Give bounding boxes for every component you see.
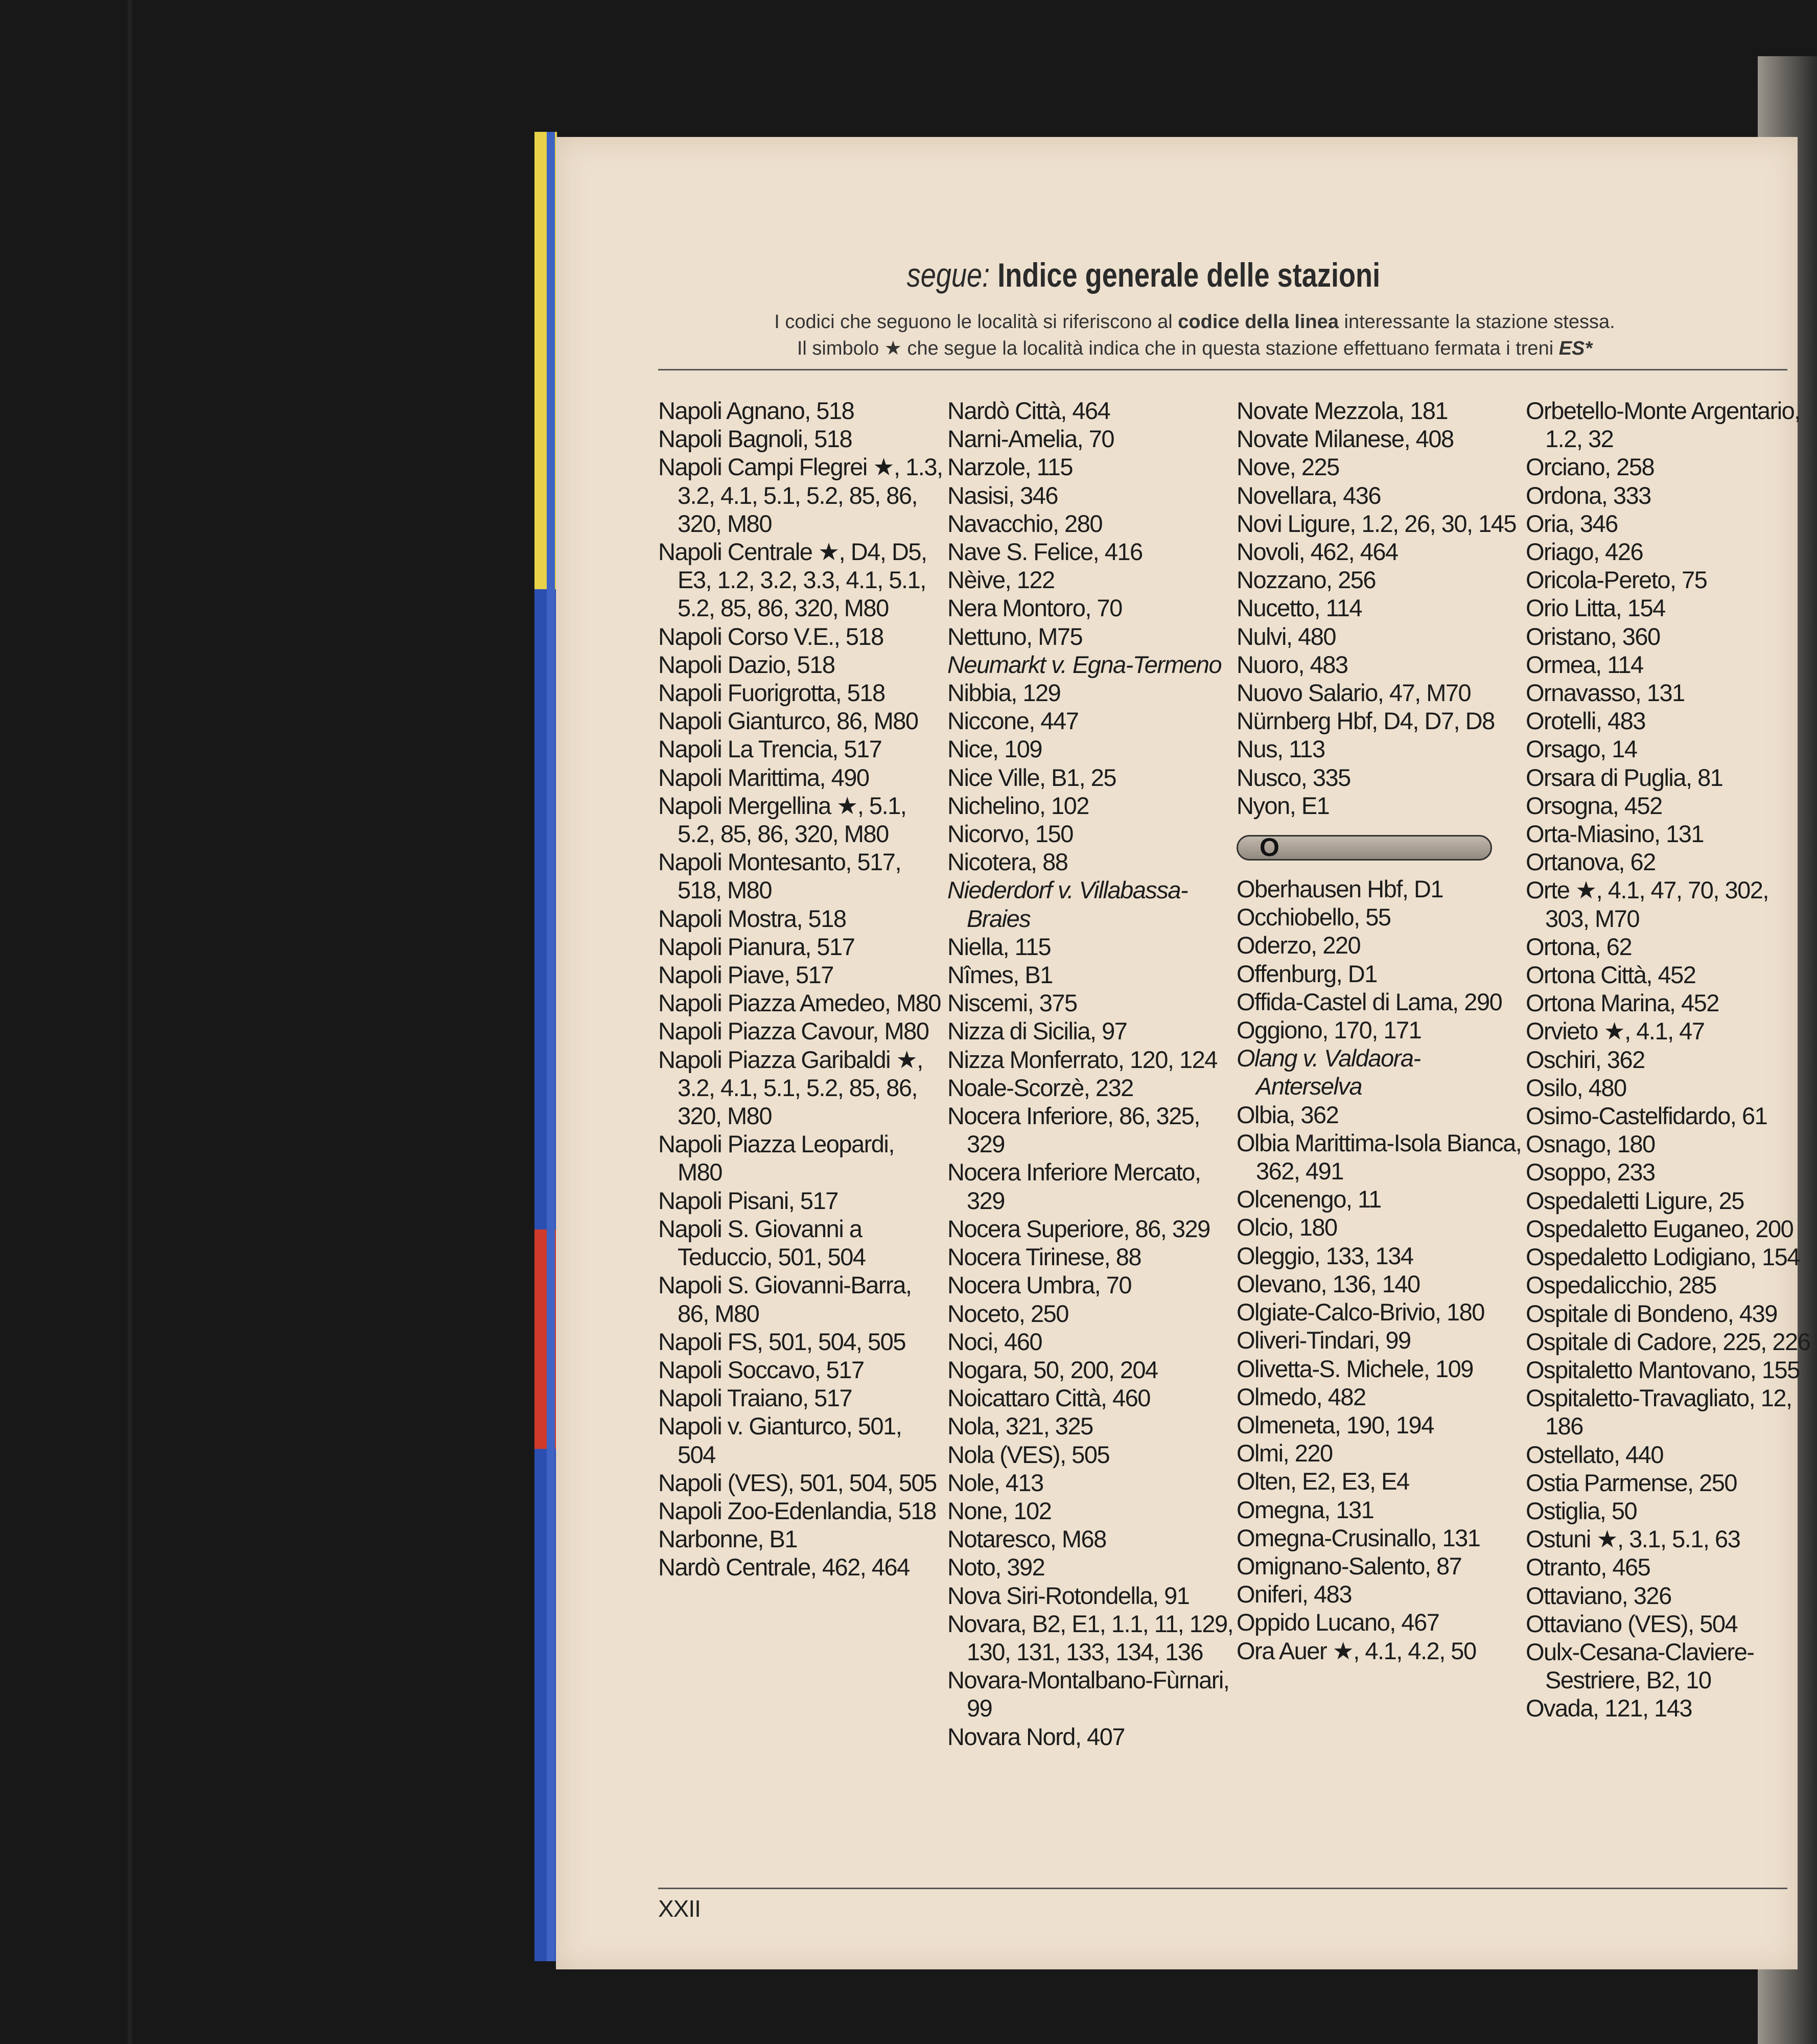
station-entry: Orte ★, 4.1, 47, 70, 302, 303, M70 bbox=[1526, 876, 1768, 932]
station-entry: Napoli Montesanto, 517, 518, M80 bbox=[658, 848, 901, 904]
station-entry: Novate Milanese, 408 bbox=[1237, 425, 1454, 453]
station-entry: Oristano, 360 bbox=[1526, 622, 1660, 650]
station-entry: Ospedalicchio, 285 bbox=[1526, 1271, 1716, 1299]
station-entry: Nice Ville, B1, 25 bbox=[947, 763, 1116, 791]
station-entry: Ospitaletto-Travagliato, 12, 186 bbox=[1526, 1384, 1792, 1440]
station-entry: Oniferi, 483 bbox=[1237, 1581, 1352, 1608]
station-entry: Otranto, 465 bbox=[1526, 1553, 1650, 1581]
station-entry: Noci, 460 bbox=[947, 1328, 1042, 1355]
station-cross-reference: Olang v. Valdaora-Anterselva bbox=[1237, 1044, 1420, 1100]
intro-line-1 bbox=[658, 309, 1731, 335]
station-entry: Nocera Umbra, 70 bbox=[947, 1271, 1131, 1299]
station-entry: Oderzo, 220 bbox=[1237, 932, 1361, 959]
station-entry: Olmeneta, 190, 194 bbox=[1237, 1411, 1434, 1438]
station-entry: Napoli (VES), 501, 504, 505 bbox=[658, 1469, 937, 1496]
station-entry: Nera Montoro, 70 bbox=[947, 594, 1122, 622]
station-entry: Nuovo Salario, 47, M70 bbox=[1237, 679, 1471, 707]
station-entry: Ostiglia, 50 bbox=[1526, 1497, 1637, 1524]
station-entry: Napoli Piazza Cavour, M80 bbox=[658, 1017, 929, 1045]
station-entry: Napoli Piazza Leopardi, M80 bbox=[658, 1130, 894, 1186]
station-entry: Ostia Parmense, 250 bbox=[1526, 1469, 1737, 1496]
station-entry: Napoli Fuorigrotta, 518 bbox=[658, 679, 885, 707]
station-entry: Nocera Superiore, 86, 329 bbox=[947, 1215, 1210, 1242]
station-entry: Olmedo, 482 bbox=[1237, 1383, 1366, 1410]
station-entry: Oberhausen Hbf, D1 bbox=[1237, 875, 1443, 903]
station-entry: Narbonne, B1 bbox=[658, 1525, 798, 1553]
station-entry: Osimo-Castelfidardo, 61 bbox=[1526, 1102, 1767, 1130]
station-entry: Nuoro, 483 bbox=[1237, 651, 1348, 678]
station-entry: Noale-Scorzè, 232 bbox=[947, 1074, 1133, 1101]
station-entry: Nole, 413 bbox=[947, 1469, 1043, 1496]
station-entry: Niscemi, 375 bbox=[947, 989, 1077, 1017]
index-column-4 bbox=[1526, 397, 1812, 1723]
station-entry: Ottaviano (VES), 504 bbox=[1526, 1610, 1738, 1637]
es-train-mark: ES* bbox=[1558, 338, 1593, 359]
station-entry: None, 102 bbox=[947, 1497, 1052, 1524]
station-entry: Novara Nord, 407 bbox=[947, 1723, 1125, 1750]
station-entry: Nocera Inferiore Mercato, 329 bbox=[947, 1158, 1201, 1214]
station-entry: Olbia, 362 bbox=[1237, 1101, 1339, 1128]
station-entry: Nice, 109 bbox=[947, 735, 1042, 763]
station-entry: Novellara, 436 bbox=[1237, 481, 1381, 509]
station-entry: Napoli Dazio, 518 bbox=[658, 651, 835, 678]
station-entry: Orotelli, 483 bbox=[1526, 707, 1645, 735]
station-entry: Novara-Montalbano-Fùrnari, 99 bbox=[947, 1666, 1229, 1722]
station-entry: Narni-Amelia, 70 bbox=[947, 425, 1114, 453]
station-entry: Orsara di Puglia, 81 bbox=[1526, 763, 1723, 791]
station-entry: Ospedaletto Euganeo, 200 bbox=[1526, 1215, 1793, 1242]
station-entry: Nusco, 335 bbox=[1237, 763, 1350, 791]
station-entry: Napoli FS, 501, 504, 505 bbox=[658, 1328, 905, 1355]
station-entry: Olmi, 220 bbox=[1237, 1439, 1333, 1467]
station-entry: Osoppo, 233 bbox=[1526, 1158, 1655, 1186]
station-entry: Napoli Piave, 517 bbox=[658, 961, 833, 989]
station-entry: Ospedaletto Lodigiano, 154 bbox=[1526, 1243, 1800, 1271]
station-entry: Napoli Mostra, 518 bbox=[658, 904, 846, 932]
station-entry: Osnago, 180 bbox=[1526, 1130, 1655, 1158]
station-entry: Occhiobello, 55 bbox=[1237, 903, 1391, 931]
station-entry: Niella, 115 bbox=[947, 933, 1051, 960]
station-entry: Napoli Centrale ★, D4, D5, E3, 1.2, 3.2, 3.3, 4.1, 5.1, 5.2, 85, 86, 320, M80 bbox=[658, 538, 927, 622]
station-entry: Novoli, 462, 464 bbox=[1237, 538, 1398, 566]
background-stripe bbox=[128, 0, 132, 2044]
intro-line-1-bold: codice della linea bbox=[1178, 311, 1339, 333]
station-entry: Olevano, 136, 140 bbox=[1237, 1270, 1420, 1297]
station-entry: Oriago, 426 bbox=[1526, 538, 1643, 566]
station-entry: Napoli La Trencia, 517 bbox=[658, 735, 882, 763]
station-entry: Omegna-Crusinallo, 131 bbox=[1237, 1524, 1480, 1551]
station-entry: Ortona Marina, 452 bbox=[1526, 989, 1719, 1017]
station-entry: Orsogna, 452 bbox=[1526, 792, 1662, 819]
station-entry: Olivetta-S. Michele, 109 bbox=[1237, 1355, 1473, 1382]
station-entry: Olcenengo, 11 bbox=[1237, 1186, 1381, 1213]
station-entry: Ordona, 333 bbox=[1526, 481, 1651, 509]
station-entry: Napoli Traiano, 517 bbox=[658, 1384, 852, 1412]
station-entry: Napoli Campi Flegrei ★, 1.3, 3.2, 4.1, 5.1, 5.2, 85, 86, 320, M80 bbox=[658, 453, 943, 537]
station-entry: Ornavasso, 131 bbox=[1526, 679, 1685, 707]
station-index bbox=[658, 397, 1813, 1889]
station-entry: Nove, 225 bbox=[1237, 453, 1339, 481]
station-entry: Nola (VES), 505 bbox=[947, 1441, 1110, 1468]
station-entry: Napoli Pianura, 517 bbox=[658, 933, 855, 960]
page-number: XXII bbox=[658, 1895, 701, 1922]
station-entry: Oppido Lucano, 467 bbox=[1237, 1609, 1439, 1636]
station-entry: Nocera Tirinese, 88 bbox=[947, 1243, 1142, 1271]
index-column-2 bbox=[947, 397, 1233, 1751]
station-entry: Nicorvo, 150 bbox=[947, 820, 1073, 848]
book-binding-inner bbox=[547, 132, 555, 1961]
station-entry: Oricola-Pereto, 75 bbox=[1526, 566, 1707, 594]
station-entry: Nizza di Sicilia, 97 bbox=[947, 1017, 1127, 1045]
station-entry: Ovada, 121, 143 bbox=[1526, 1694, 1692, 1722]
station-entry: Napoli Piazza Amedeo, M80 bbox=[658, 989, 941, 1017]
station-entry: Ospitale di Bondeno, 439 bbox=[1526, 1299, 1777, 1327]
intro-line-1-c: interessante la stazione stessa. bbox=[1338, 311, 1615, 333]
station-entry: Nibbia, 129 bbox=[947, 679, 1061, 707]
station-cross-reference: Neumarkt v. Egna-Termeno bbox=[947, 651, 1222, 678]
station-entry: Navacchio, 280 bbox=[947, 509, 1102, 537]
station-entry: Nocera Inferiore, 86, 325, 329 bbox=[947, 1102, 1200, 1158]
station-entry: Napoli Soccavo, 517 bbox=[658, 1356, 864, 1383]
intro-text bbox=[658, 309, 1731, 362]
header-rule bbox=[658, 369, 1787, 370]
station-entry: Nardò Centrale, 462, 464 bbox=[658, 1553, 910, 1581]
station-entry: Napoli Bagnoli, 518 bbox=[658, 425, 852, 453]
station-entry: Nova Siri-Rotondella, 91 bbox=[947, 1582, 1190, 1609]
station-entry: Napoli Piazza Garibaldi ★, 3.2, 4.1, 5.1, 5.2, 85, 86, 320, M80 bbox=[658, 1046, 923, 1130]
intro-line-1-a: I codici che seguono le località si riferiscono al bbox=[774, 311, 1178, 333]
station-entry: Ospitaletto Mantovano, 155 bbox=[1526, 1356, 1800, 1383]
station-entry: Orsago, 14 bbox=[1526, 735, 1637, 763]
station-entry: Napoli v. Gianturco, 501, 504 bbox=[658, 1412, 902, 1468]
station-entry: Napoli Pisani, 517 bbox=[658, 1187, 838, 1214]
book-page bbox=[556, 137, 1810, 1969]
station-entry: Noicattaro Città, 460 bbox=[947, 1384, 1150, 1412]
station-entry: Noto, 392 bbox=[947, 1553, 1045, 1581]
station-entry: Napoli Marittima, 490 bbox=[658, 763, 869, 791]
station-entry: Oschiri, 362 bbox=[1526, 1046, 1645, 1073]
station-entry: Napoli Corso V.E., 518 bbox=[658, 622, 883, 650]
station-entry: Nardò Città, 464 bbox=[947, 397, 1110, 424]
station-entry: Novara, B2, E1, 1.1, 11, 129, 130, 131, 133, 134, 136 bbox=[947, 1610, 1233, 1665]
station-entry: Olten, E2, E3, E4 bbox=[1237, 1468, 1409, 1495]
station-entry: Orbetello-Monte Argentario, 1.2, 32 bbox=[1526, 397, 1800, 453]
station-entry: Napoli Mergellina ★, 5.1, 5.2, 85, 86, 320, M80 bbox=[658, 792, 906, 848]
station-entry: Olcio, 180 bbox=[1237, 1214, 1337, 1241]
station-entry: Nucetto, 114 bbox=[1237, 594, 1362, 622]
footer-rule bbox=[658, 1888, 1787, 1889]
station-entry: Nèive, 122 bbox=[947, 566, 1055, 594]
station-entry: Novate Mezzola, 181 bbox=[1237, 397, 1448, 424]
station-entry: Ottaviano, 326 bbox=[1526, 1582, 1671, 1609]
station-entry: Nichelino, 102 bbox=[947, 792, 1089, 819]
station-entry: Nizza Monferrato, 120, 124 bbox=[947, 1046, 1217, 1073]
station-entry: Nave S. Felice, 416 bbox=[947, 538, 1143, 566]
station-entry: Nettuno, M75 bbox=[947, 622, 1083, 650]
station-entry: Omignano-Salento, 87 bbox=[1237, 1552, 1462, 1580]
station-entry: Orio Litta, 154 bbox=[1526, 594, 1665, 622]
station-entry: Nulvi, 480 bbox=[1237, 622, 1336, 650]
station-entry: Nasisi, 346 bbox=[947, 481, 1058, 509]
station-entry: Ospedaletti Ligure, 25 bbox=[1526, 1187, 1744, 1214]
station-entry: Olgiate-Calco-Brivio, 180 bbox=[1237, 1298, 1484, 1326]
station-entry: Orciano, 258 bbox=[1526, 453, 1655, 481]
station-entry: Olbia Marittima-Isola Bianca, 362, 491 bbox=[1237, 1129, 1522, 1185]
station-entry: Notaresco, M68 bbox=[947, 1525, 1106, 1553]
section-letter-badge bbox=[1237, 835, 1492, 861]
station-entry: Nola, 321, 325 bbox=[947, 1412, 1093, 1440]
station-entry: Nürnberg Hbf, D4, D7, D8 bbox=[1237, 707, 1495, 735]
index-column-3 bbox=[1237, 397, 1523, 1665]
station-entry: Ostuni ★, 3.1, 5.1, 63 bbox=[1526, 1525, 1740, 1553]
station-entry: Narzole, 115 bbox=[947, 453, 1073, 481]
station-entry: Offenburg, D1 bbox=[1237, 960, 1377, 987]
station-entry: Napoli S. Giovanni-Barra, 86, M80 bbox=[658, 1271, 912, 1327]
intro-line-2-a: Il simbolo ★ che segue la località indica che in questa stazione effettuano fermata i treni bbox=[797, 338, 1559, 359]
page-title-prefix: segue: bbox=[906, 256, 990, 294]
station-entry: Noceto, 250 bbox=[947, 1299, 1068, 1327]
station-entry: Ortanova, 62 bbox=[1526, 848, 1656, 876]
section-letter: O bbox=[1260, 833, 1279, 862]
station-cross-reference: Niederdorf v. Villabassa-Braies bbox=[947, 876, 1188, 932]
station-entry: Ortona Città, 452 bbox=[1526, 961, 1696, 989]
page-title bbox=[907, 256, 1380, 294]
intro-line-2 bbox=[658, 335, 1731, 362]
page-header bbox=[556, 256, 1731, 294]
station-entry: Ortona, 62 bbox=[1526, 933, 1632, 960]
station-entry: Osilo, 480 bbox=[1526, 1074, 1626, 1101]
station-entry: Oleggio, 133, 134 bbox=[1237, 1242, 1413, 1269]
station-entry: Nicotera, 88 bbox=[947, 848, 1068, 876]
station-entry: Ospitale di Cadore, 225, 226 bbox=[1526, 1328, 1810, 1355]
station-entry: Oggiono, 170, 171 bbox=[1237, 1016, 1422, 1044]
station-entry: Offida-Castel di Lama, 290 bbox=[1237, 988, 1502, 1015]
station-entry: Oulx-Cesana-Claviere-Sestriere, B2, 10 bbox=[1526, 1638, 1754, 1694]
station-entry: Napoli Agnano, 518 bbox=[658, 397, 854, 424]
station-entry: Nozzano, 256 bbox=[1237, 566, 1376, 594]
station-entry: Ostellato, 440 bbox=[1526, 1441, 1664, 1468]
station-entry: Omegna, 131 bbox=[1237, 1496, 1374, 1523]
station-entry: Nus, 113 bbox=[1237, 735, 1325, 763]
station-entry: Nyon, E1 bbox=[1237, 792, 1330, 819]
station-entry: Novi Ligure, 1.2, 26, 30, 145 bbox=[1237, 509, 1517, 537]
station-entry: Napoli S. Giovanni a Teduccio, 501, 504 bbox=[658, 1215, 866, 1271]
page-title-main: Indice generale delle stazioni bbox=[997, 256, 1381, 294]
station-entry: Orta-Miasino, 131 bbox=[1526, 820, 1704, 848]
station-entry: Napoli Gianturco, 86, M80 bbox=[658, 707, 918, 735]
station-entry: Orvieto ★, 4.1, 47 bbox=[1526, 1017, 1705, 1045]
station-entry: Oria, 346 bbox=[1526, 509, 1618, 537]
station-entry: Ormea, 114 bbox=[1526, 651, 1643, 678]
station-entry: Napoli Zoo-Edenlandia, 518 bbox=[658, 1497, 936, 1524]
station-entry: Oliveri-Tindari, 99 bbox=[1237, 1327, 1411, 1354]
station-entry: Ora Auer ★, 4.1, 4.2, 50 bbox=[1237, 1637, 1476, 1664]
station-entry: Nîmes, B1 bbox=[947, 961, 1053, 989]
index-column-1 bbox=[658, 397, 944, 1582]
station-entry: Niccone, 447 bbox=[947, 707, 1079, 735]
station-entry: Nogara, 50, 200, 204 bbox=[947, 1356, 1158, 1383]
